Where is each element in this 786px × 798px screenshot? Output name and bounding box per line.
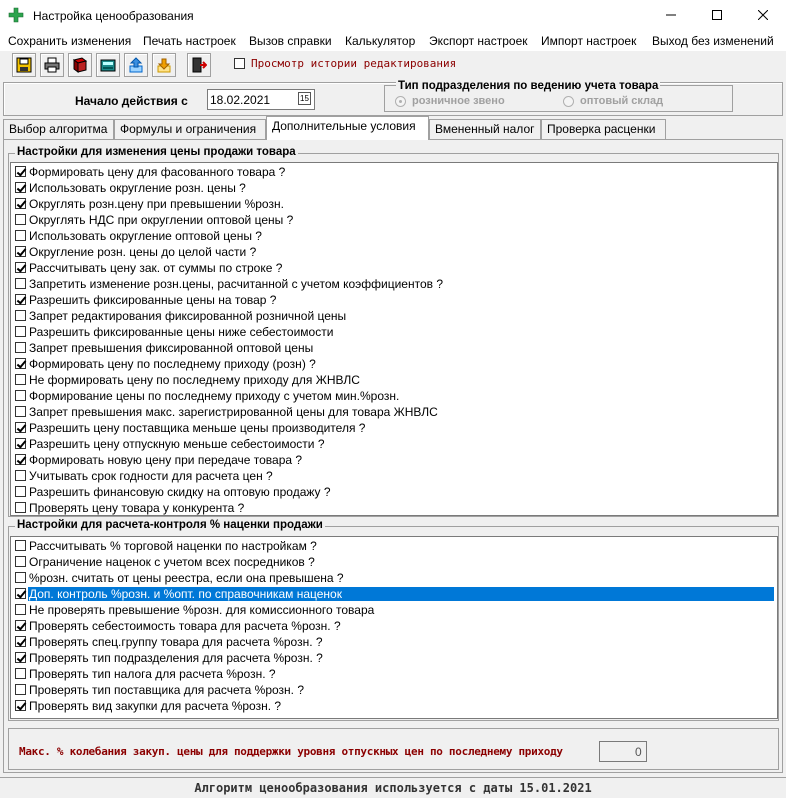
menu-help[interactable]: Вызов справки — [249, 34, 332, 48]
section1-item[interactable] — [12, 468, 778, 484]
section1-item-label[interactable]: Запрет превышения фиксированной оптовой цены — [29, 341, 314, 355]
radio-retail-label[interactable]: розничное звено — [412, 95, 505, 107]
section1-checkbox[interactable] — [15, 454, 26, 465]
tab-algorithm[interactable]: Выбор алгоритма — [3, 119, 114, 139]
menu-print[interactable]: Печать настроек — [143, 34, 236, 48]
section2-checkbox[interactable] — [15, 604, 26, 615]
section2-checkbox[interactable] — [15, 588, 26, 599]
toolbar-exit-button[interactable] — [187, 53, 211, 77]
section2-item-label[interactable]: Проверять себестоимость товара для расчета %розн. ? — [29, 619, 341, 633]
radio-wholesale[interactable] — [563, 96, 574, 107]
status-text: Алгоритм ценообразования используется с даты 15.01.2021 — [194, 781, 592, 795]
section2-item-label[interactable]: Доп. контроль %розн. и %опт. по справочникам наценок — [28, 587, 774, 601]
section1-title: Настройки для изменения цены продажи товара — [17, 146, 296, 158]
section1-item[interactable] — [12, 500, 778, 516]
toolbar-calculator-button[interactable] — [96, 53, 120, 77]
section1-checkbox[interactable] — [15, 422, 26, 433]
section1-checkbox[interactable] — [15, 214, 26, 225]
section1-checkbox[interactable] — [15, 438, 26, 449]
toolbar-import-button[interactable] — [152, 53, 176, 77]
section1-item-label[interactable]: Запрет превышения макс. зарегистрированной цены для товара ЖНВЛС — [29, 405, 438, 419]
max-fluctuation-label: Макс. % колебания закуп. цены для поддержки уровня отпускных цен по последнему приходу — [19, 745, 563, 758]
section2-item[interactable] — [12, 682, 778, 698]
section1-item[interactable] — [12, 420, 778, 436]
section1-item-label[interactable]: Использовать округление розн. цены ? — [29, 181, 246, 195]
section1-checkbox[interactable] — [15, 230, 26, 241]
import-icon — [156, 57, 172, 73]
section1-item[interactable] — [12, 356, 778, 372]
tab-formulas[interactable]: Формулы и ограничения — [114, 119, 266, 139]
section2-item[interactable] — [12, 602, 778, 618]
section1-item[interactable] — [12, 164, 778, 180]
window-title: Настройка ценообразования — [33, 9, 194, 23]
history-checkbox[interactable] — [234, 58, 245, 69]
section2-item[interactable] — [12, 666, 778, 682]
section1-item-label[interactable]: Формировать новую цену при передаче товара ? — [29, 453, 303, 467]
section2-item-label[interactable]: Проверять тип налога для расчета %розн. ? — [29, 667, 276, 681]
section2-item[interactable] — [12, 554, 778, 570]
section2-item[interactable] — [12, 650, 778, 666]
section1-item-label[interactable]: Учитывать срок годности для расчета цен ? — [29, 469, 273, 483]
menu-export[interactable]: Экспорт настроек — [429, 34, 528, 48]
section1-checkbox[interactable] — [15, 374, 26, 385]
section2-item-label[interactable]: Не проверять превышение %розн. для комиссионного товара — [29, 603, 375, 617]
section1-item-label[interactable]: Не формировать цену по последнему приходу для ЖНВЛС — [29, 373, 360, 387]
section1-item[interactable] — [12, 308, 778, 324]
section1-checkbox[interactable] — [15, 486, 26, 497]
tab-imputed-tax[interactable]: Вмененный налог — [429, 119, 541, 139]
section1-checkbox[interactable] — [15, 358, 26, 369]
section1-item-label[interactable]: Разрешить финансовую скидку на оптовую продажу ? — [29, 485, 331, 499]
toolbar-export-button[interactable] — [124, 53, 148, 77]
section1-item[interactable] — [12, 484, 778, 500]
section1-item-label[interactable]: Округление розн. цены до целой части ? — [29, 245, 257, 259]
minimize-icon — [666, 10, 676, 20]
section2-checkbox[interactable] — [15, 540, 26, 551]
section1-item[interactable] — [12, 340, 778, 356]
max-fluctuation-value[interactable]: 0 — [635, 745, 642, 759]
section1-item-label[interactable]: Формирование цены по последнему приходу с учетом мин.%розн. — [29, 389, 400, 403]
section1-item-label[interactable]: Проверять цену товара у конкурента ? — [29, 501, 245, 515]
section2-item-label[interactable]: Проверять спец.группу товара для расчета %розн. ? — [29, 635, 323, 649]
section2-checkbox[interactable] — [15, 700, 26, 711]
tab-additional-conditions[interactable]: Дополнительные условия — [266, 116, 429, 140]
section1-checkbox[interactable] — [15, 342, 26, 353]
section1-item[interactable] — [12, 228, 778, 244]
section1-item-label[interactable]: Использовать округление оптовой цены ? — [29, 229, 262, 243]
section1-checkbox[interactable] — [15, 246, 26, 257]
section1-item-label[interactable]: Рассчитывать цену зак. от суммы по строке ? — [29, 261, 283, 275]
section1-item[interactable] — [12, 372, 778, 388]
section2-item-label[interactable]: Ограничение наценок с учетом всех посредников ? — [29, 555, 315, 569]
close-icon — [758, 10, 768, 20]
section1-checkbox[interactable] — [15, 502, 26, 513]
section2-title: Настройки для расчета-контроля % наценки продажи — [17, 519, 323, 531]
toolbar-book-button[interactable] — [68, 53, 92, 77]
section1-item[interactable] — [12, 452, 778, 468]
section2-checkbox[interactable] — [15, 652, 26, 663]
menu-import[interactable]: Импорт настроек — [541, 34, 637, 48]
section2-checkbox[interactable] — [15, 684, 26, 695]
section1-item-label[interactable]: Формировать цену по последнему приходу (розн) ? — [29, 357, 316, 371]
section1-item[interactable] — [12, 436, 778, 452]
section2-item[interactable] — [12, 538, 778, 554]
section1-item[interactable] — [12, 180, 778, 196]
section2-checkbox[interactable] — [15, 556, 26, 567]
close-button[interactable] — [740, 0, 786, 31]
maximize-icon — [712, 10, 722, 20]
section1-checkbox[interactable] — [15, 294, 26, 305]
start-date-label: Начало действия с — [75, 94, 188, 108]
section1-item[interactable] — [12, 324, 778, 340]
exit-icon — [191, 57, 207, 73]
calculator-icon — [100, 57, 116, 73]
section1-item-label[interactable]: Разрешить цену поставщика меньше цены производителя ? — [29, 421, 366, 435]
section1-checkbox[interactable] — [15, 310, 26, 321]
section1-item-label[interactable]: Разрешить цену отпускную меньше себестоимости ? — [29, 437, 325, 451]
menu-exit[interactable]: Выход без изменений — [652, 34, 774, 48]
tab-price-check[interactable]: Проверка расценки — [541, 119, 666, 139]
save-icon — [16, 57, 32, 73]
radio-dot-icon — [399, 100, 402, 103]
book-icon — [72, 57, 88, 73]
radio-wholesale-label[interactable]: оптовый склад — [580, 95, 664, 107]
section1-item[interactable] — [12, 212, 778, 228]
section1-item[interactable] — [12, 276, 778, 292]
section1-item-label[interactable]: Разрешить фиксированные цены ниже себестоимости — [29, 325, 334, 339]
section1-item-label[interactable]: Запрет редактирования фиксированной розничной цены — [29, 309, 347, 323]
section2-list — [10, 536, 778, 719]
section1-checkbox[interactable] — [15, 182, 26, 193]
print-icon — [44, 57, 60, 73]
section1-list — [10, 162, 778, 516]
minimize-button[interactable] — [648, 0, 694, 31]
toolbar-print-button[interactable] — [40, 53, 64, 77]
app-cross-icon — [8, 7, 24, 23]
section1-item-label[interactable]: Округлять розн.цену при превышении %розн. — [29, 197, 284, 211]
section1-checkbox[interactable] — [15, 278, 26, 289]
section2-checkbox[interactable] — [15, 620, 26, 631]
section1-item[interactable] — [12, 244, 778, 260]
section1-item[interactable] — [12, 292, 778, 308]
section1-item[interactable] — [12, 388, 778, 404]
section1-checkbox[interactable] — [15, 262, 26, 273]
section1-item-label[interactable]: Запретить изменение розн.цены, расчитанной с учетом коэффициентов ? — [29, 277, 443, 291]
section2-item[interactable] — [12, 586, 778, 602]
section2-item[interactable] — [12, 634, 778, 650]
section2-item-label[interactable]: %розн. считать от цены реестра, если она превышена ? — [29, 571, 344, 585]
section2-item[interactable] — [12, 570, 778, 586]
section1-item-label[interactable]: Разрешить фиксированные цены на товар ? — [29, 293, 277, 307]
export-icon — [128, 57, 144, 73]
section2-item-label[interactable]: Рассчитывать % торговой наценки по настройкам ? — [29, 539, 317, 553]
menu-calculator[interactable]: Калькулятор — [345, 34, 416, 48]
section1-item[interactable] — [12, 260, 778, 276]
section1-checkbox[interactable] — [15, 198, 26, 209]
section2-checkbox[interactable] — [15, 668, 26, 679]
section1-item[interactable] — [12, 404, 778, 420]
radio-retail[interactable] — [395, 96, 406, 107]
section2-checkbox[interactable] — [15, 636, 26, 647]
section1-checkbox[interactable] — [15, 326, 26, 337]
section1-checkbox[interactable] — [15, 390, 26, 401]
section2-item-label[interactable]: Проверять вид закупки для расчета %розн. ? — [29, 699, 282, 713]
section2-item-label[interactable]: Проверять тип подразделения для расчета %розн. ? — [29, 651, 323, 665]
section2-checkbox[interactable] — [15, 572, 26, 583]
start-date-value[interactable]: 18.02.2021 — [210, 93, 271, 107]
section1-item-label[interactable]: Округлять НДС при округлении оптовой цены ? — [29, 213, 294, 227]
maximize-button[interactable] — [694, 0, 740, 31]
section2-item-label[interactable]: Проверять тип поставщика для расчета %розн. ? — [29, 683, 305, 697]
history-checkbox-label[interactable]: Просмотр истории редактирования — [251, 57, 457, 70]
section1-item-label[interactable]: Формировать цену для фасованного товара ? — [29, 165, 286, 179]
section1-checkbox[interactable] — [15, 470, 26, 481]
division-type-title: Тип подразделения по ведению учета товара — [398, 80, 659, 92]
section2-item[interactable] — [12, 698, 778, 714]
section1-checkbox[interactable] — [15, 406, 26, 417]
calendar-icon[interactable]: 15 — [298, 92, 311, 105]
section1-checkbox[interactable] — [15, 166, 26, 177]
section2-item[interactable] — [12, 618, 778, 634]
toolbar-save-button[interactable] — [12, 53, 36, 77]
menu-save[interactable]: Сохранить изменения — [8, 34, 132, 48]
section1-item[interactable] — [12, 196, 778, 212]
